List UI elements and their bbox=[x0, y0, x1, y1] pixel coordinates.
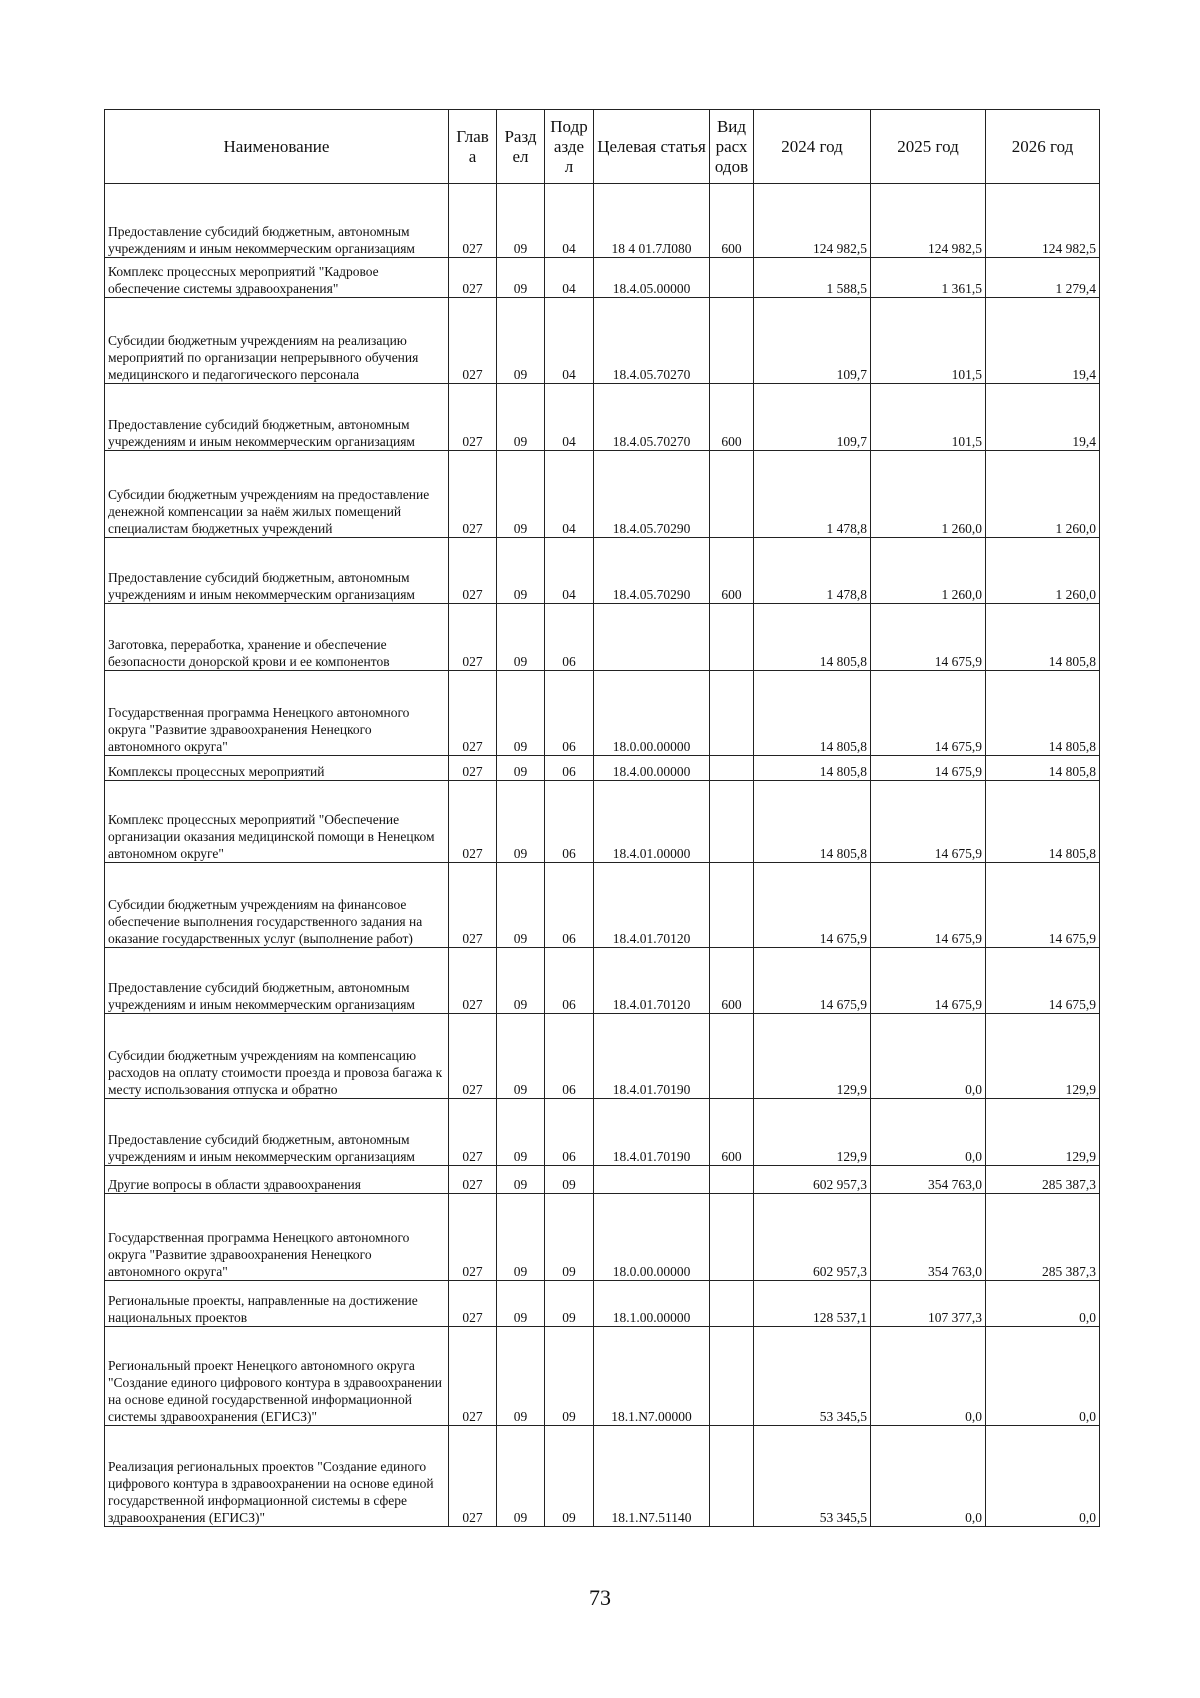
row-amount-2024: 14 805,8 bbox=[754, 671, 871, 756]
row-razdel: 09 bbox=[497, 1327, 545, 1426]
row-amount-2026: 285 387,3 bbox=[986, 1194, 1100, 1281]
row-amount-2025: 101,5 bbox=[871, 298, 986, 384]
row-target-article: 18.0.00.00000 bbox=[594, 1194, 710, 1281]
row-target-article: 18.4.00.00000 bbox=[594, 756, 710, 781]
row-name: Предоставление субсидий бюджетным, автономным учреждениям и иным некоммерческим организациям bbox=[105, 948, 449, 1014]
row-razdel: 09 bbox=[497, 298, 545, 384]
row-razdel: 09 bbox=[497, 671, 545, 756]
header-year-2025: 2025 год bbox=[871, 110, 986, 184]
row-podrazdel: 09 bbox=[545, 1281, 594, 1327]
row-target-article: 18.4.01.70120 bbox=[594, 948, 710, 1014]
table-row bbox=[105, 1327, 1100, 1426]
header-year-2026: 2026 год bbox=[986, 110, 1100, 184]
row-podrazdel: 09 bbox=[545, 1327, 594, 1426]
row-amount-2024: 602 957,3 bbox=[754, 1166, 871, 1194]
row-amount-2024: 14 805,8 bbox=[754, 604, 871, 671]
row-podrazdel: 06 bbox=[545, 756, 594, 781]
row-amount-2026: 14 805,8 bbox=[986, 756, 1100, 781]
row-amount-2026: 0,0 bbox=[986, 1426, 1100, 1527]
row-name: Реализация региональных проектов "Создание единого цифрового контура в здравоохранении на основе единой государственной информационной системы в сфере здравоохранения (ЕГИСЗ)" bbox=[105, 1426, 449, 1527]
row-glava: 027 bbox=[449, 756, 497, 781]
row-razdel: 09 bbox=[497, 258, 545, 298]
table-row bbox=[105, 258, 1100, 298]
row-amount-2025: 101,5 bbox=[871, 384, 986, 451]
row-amount-2026: 14 805,8 bbox=[986, 671, 1100, 756]
table-row bbox=[105, 451, 1100, 538]
row-glava: 027 bbox=[449, 781, 497, 863]
row-target-article: 18.1.N7.51140 bbox=[594, 1426, 710, 1527]
row-target-article: 18.4.05.70270 bbox=[594, 384, 710, 451]
row-razdel: 09 bbox=[497, 1281, 545, 1327]
header-row bbox=[105, 110, 1100, 184]
row-expense-type: 600 bbox=[710, 184, 754, 258]
row-amount-2024: 602 957,3 bbox=[754, 1194, 871, 1281]
row-razdel: 09 bbox=[497, 1426, 545, 1527]
row-razdel: 09 bbox=[497, 948, 545, 1014]
row-amount-2025: 0,0 bbox=[871, 1014, 986, 1099]
table-row bbox=[105, 756, 1100, 781]
row-name: Предоставление субсидий бюджетным, автономным учреждениям и иным некоммерческим организациям bbox=[105, 538, 449, 604]
row-glava: 027 bbox=[449, 451, 497, 538]
row-glava: 027 bbox=[449, 184, 497, 258]
row-name: Другие вопросы в области здравоохранения bbox=[105, 1166, 449, 1194]
row-target-article: 18.4.05.70270 bbox=[594, 298, 710, 384]
row-name: Комплексы процессных мероприятий bbox=[105, 756, 449, 781]
row-razdel: 09 bbox=[497, 538, 545, 604]
row-amount-2024: 14 675,9 bbox=[754, 863, 871, 948]
row-amount-2024: 1 478,8 bbox=[754, 451, 871, 538]
row-name: Субсидии бюджетным учреждениям на предоставление денежной компенсации за наём жилых помещений специалистам бюджетных учреждений bbox=[105, 451, 449, 538]
row-amount-2025: 354 763,0 bbox=[871, 1194, 986, 1281]
row-target-article bbox=[594, 604, 710, 671]
row-amount-2025: 14 675,9 bbox=[871, 948, 986, 1014]
row-amount-2026: 14 805,8 bbox=[986, 781, 1100, 863]
row-amount-2026: 14 805,8 bbox=[986, 604, 1100, 671]
table-row bbox=[105, 384, 1100, 451]
row-name: Государственная программа Ненецкого автономного округа "Развитие здравоохранения Ненецкого автономного округа" bbox=[105, 671, 449, 756]
row-amount-2025: 0,0 bbox=[871, 1327, 986, 1426]
row-name: Предоставление субсидий бюджетным, автономным учреждениям и иным некоммерческим организациям bbox=[105, 184, 449, 258]
row-name: Государственная программа Ненецкого автономного округа "Развитие здравоохранения Ненецкого автономного округа" bbox=[105, 1194, 449, 1281]
row-amount-2024: 124 982,5 bbox=[754, 184, 871, 258]
row-glava: 027 bbox=[449, 1194, 497, 1281]
row-glava: 027 bbox=[449, 1281, 497, 1327]
row-podrazdel: 04 bbox=[545, 538, 594, 604]
row-glava: 027 bbox=[449, 948, 497, 1014]
row-expense-type bbox=[710, 1166, 754, 1194]
row-expense-type bbox=[710, 1281, 754, 1327]
row-target-article: 18.4.05.70290 bbox=[594, 538, 710, 604]
row-glava: 027 bbox=[449, 1426, 497, 1527]
table-row bbox=[105, 604, 1100, 671]
table-row bbox=[105, 1014, 1100, 1099]
row-expense-type bbox=[710, 1194, 754, 1281]
row-razdel: 09 bbox=[497, 451, 545, 538]
row-glava: 027 bbox=[449, 863, 497, 948]
row-name: Предоставление субсидий бюджетным, автономным учреждениям и иным некоммерческим организациям bbox=[105, 384, 449, 451]
row-amount-2025: 1 260,0 bbox=[871, 451, 986, 538]
row-amount-2026: 19,4 bbox=[986, 384, 1100, 451]
row-amount-2024: 109,7 bbox=[754, 384, 871, 451]
row-amount-2026: 129,9 bbox=[986, 1014, 1100, 1099]
row-amount-2026: 19,4 bbox=[986, 298, 1100, 384]
row-amount-2025: 1 260,0 bbox=[871, 538, 986, 604]
row-name: Региональный проект Ненецкого автономного округа "Создание единого цифрового контура в здравоохранении на основе единой государственной информационной системы здравоохранения (ЕГИСЗ)" bbox=[105, 1327, 449, 1426]
row-name: Предоставление субсидий бюджетным, автономным учреждениям и иным некоммерческим организациям bbox=[105, 1099, 449, 1166]
row-glava: 027 bbox=[449, 1166, 497, 1194]
row-amount-2024: 128 537,1 bbox=[754, 1281, 871, 1327]
row-amount-2025: 14 675,9 bbox=[871, 671, 986, 756]
table-body bbox=[105, 184, 1100, 1527]
row-podrazdel: 09 bbox=[545, 1166, 594, 1194]
row-amount-2024: 14 805,8 bbox=[754, 756, 871, 781]
row-glava: 027 bbox=[449, 1327, 497, 1426]
row-podrazdel: 06 bbox=[545, 604, 594, 671]
row-podrazdel: 06 bbox=[545, 671, 594, 756]
row-podrazdel: 04 bbox=[545, 451, 594, 538]
row-target-article: 18.4.05.70290 bbox=[594, 451, 710, 538]
header-razdel: Разд ел bbox=[497, 110, 545, 184]
row-glava: 027 bbox=[449, 1099, 497, 1166]
row-name: Субсидии бюджетным учреждениям на компенсацию расходов на оплату стоимости проезда и провоза багажа к месту использования отпуска и обратно bbox=[105, 1014, 449, 1099]
row-razdel: 09 bbox=[497, 1194, 545, 1281]
table-row bbox=[105, 863, 1100, 948]
row-amount-2025: 0,0 bbox=[871, 1426, 986, 1527]
table-row bbox=[105, 538, 1100, 604]
row-amount-2025: 14 675,9 bbox=[871, 781, 986, 863]
row-amount-2025: 107 377,3 bbox=[871, 1281, 986, 1327]
row-expense-type bbox=[710, 1014, 754, 1099]
row-razdel: 09 bbox=[497, 604, 545, 671]
header-name: Наименование bbox=[105, 110, 449, 184]
row-amount-2025: 14 675,9 bbox=[871, 756, 986, 781]
row-expense-type bbox=[710, 1426, 754, 1527]
row-expense-type bbox=[710, 863, 754, 948]
row-target-article: 18.4.01.00000 bbox=[594, 781, 710, 863]
row-amount-2026: 1 279,4 bbox=[986, 258, 1100, 298]
table-row bbox=[105, 1166, 1100, 1194]
row-name: Субсидии бюджетным учреждениям на реализацию мероприятий по организации непрерывного обучения медицинского и педагогического персонала bbox=[105, 298, 449, 384]
header-expense-type: Вид расх одов bbox=[710, 110, 754, 184]
row-amount-2026: 285 387,3 bbox=[986, 1166, 1100, 1194]
row-target-article: 18.4.01.70190 bbox=[594, 1014, 710, 1099]
table-row bbox=[105, 781, 1100, 863]
budget-table bbox=[104, 109, 1100, 1527]
row-glava: 027 bbox=[449, 1014, 497, 1099]
row-glava: 027 bbox=[449, 604, 497, 671]
row-amount-2026: 1 260,0 bbox=[986, 451, 1100, 538]
table-row bbox=[105, 298, 1100, 384]
row-expense-type bbox=[710, 671, 754, 756]
row-glava: 027 bbox=[449, 298, 497, 384]
row-podrazdel: 04 bbox=[545, 384, 594, 451]
row-podrazdel: 04 bbox=[545, 258, 594, 298]
row-expense-type: 600 bbox=[710, 948, 754, 1014]
row-amount-2026: 14 675,9 bbox=[986, 863, 1100, 948]
row-amount-2024: 109,7 bbox=[754, 298, 871, 384]
row-razdel: 09 bbox=[497, 1014, 545, 1099]
table-row bbox=[105, 184, 1100, 258]
row-amount-2024: 129,9 bbox=[754, 1014, 871, 1099]
row-target-article: 18.4.01.70190 bbox=[594, 1099, 710, 1166]
row-glava: 027 bbox=[449, 671, 497, 756]
row-podrazdel: 09 bbox=[545, 1426, 594, 1527]
row-razdel: 09 bbox=[497, 384, 545, 451]
row-expense-type: 600 bbox=[710, 538, 754, 604]
header-target-article: Целевая статья bbox=[594, 110, 710, 184]
row-razdel: 09 bbox=[497, 184, 545, 258]
row-podrazdel: 06 bbox=[545, 1014, 594, 1099]
table-row bbox=[105, 948, 1100, 1014]
row-expense-type bbox=[710, 451, 754, 538]
row-amount-2026: 124 982,5 bbox=[986, 184, 1100, 258]
row-razdel: 09 bbox=[497, 863, 545, 948]
row-razdel: 09 bbox=[497, 781, 545, 863]
row-name: Заготовка, переработка, хранение и обеспечение безопасности донорской крови и ее компонентов bbox=[105, 604, 449, 671]
row-amount-2024: 53 345,5 bbox=[754, 1426, 871, 1527]
row-podrazdel: 09 bbox=[545, 1194, 594, 1281]
row-name: Субсидии бюджетным учреждениям на финансовое обеспечение выполнения государственного задания на оказание государственных услуг (выполнение работ) bbox=[105, 863, 449, 948]
table-row bbox=[105, 1426, 1100, 1527]
row-expense-type bbox=[710, 604, 754, 671]
row-target-article: 18.1.N7.00000 bbox=[594, 1327, 710, 1426]
row-expense-type bbox=[710, 298, 754, 384]
row-expense-type: 600 bbox=[710, 384, 754, 451]
row-amount-2026: 1 260,0 bbox=[986, 538, 1100, 604]
row-name: Комплекс процессных мероприятий "Обеспечение организации оказания медицинской помощи в Ненецком автономном округе" bbox=[105, 781, 449, 863]
row-podrazdel: 04 bbox=[545, 184, 594, 258]
row-amount-2024: 1 478,8 bbox=[754, 538, 871, 604]
row-podrazdel: 06 bbox=[545, 781, 594, 863]
row-amount-2025: 354 763,0 bbox=[871, 1166, 986, 1194]
row-name: Комплекс процессных мероприятий "Кадровое обеспечение системы здравоохранения" bbox=[105, 258, 449, 298]
row-amount-2025: 14 675,9 bbox=[871, 863, 986, 948]
row-podrazdel: 06 bbox=[545, 1099, 594, 1166]
row-razdel: 09 bbox=[497, 1099, 545, 1166]
row-target-article: 18.0.00.00000 bbox=[594, 671, 710, 756]
row-expense-type bbox=[710, 781, 754, 863]
row-amount-2024: 1 588,5 bbox=[754, 258, 871, 298]
row-amount-2024: 14 805,8 bbox=[754, 781, 871, 863]
row-glava: 027 bbox=[449, 384, 497, 451]
row-amount-2025: 14 675,9 bbox=[871, 604, 986, 671]
row-amount-2026: 0,0 bbox=[986, 1281, 1100, 1327]
header-year-2024: 2024 год bbox=[754, 110, 871, 184]
table-row bbox=[105, 671, 1100, 756]
row-podrazdel: 06 bbox=[545, 948, 594, 1014]
row-amount-2026: 14 675,9 bbox=[986, 948, 1100, 1014]
row-glava: 027 bbox=[449, 538, 497, 604]
row-amount-2026: 0,0 bbox=[986, 1327, 1100, 1426]
row-amount-2024: 14 675,9 bbox=[754, 948, 871, 1014]
row-amount-2026: 129,9 bbox=[986, 1099, 1100, 1166]
header-glava: Глав а bbox=[449, 110, 497, 184]
header-podrazdel: Подр азде л bbox=[545, 110, 594, 184]
row-razdel: 09 bbox=[497, 756, 545, 781]
row-target-article: 18.1.00.00000 bbox=[594, 1281, 710, 1327]
row-podrazdel: 04 bbox=[545, 298, 594, 384]
row-razdel: 09 bbox=[497, 1166, 545, 1194]
row-target-article: 18.4.01.70120 bbox=[594, 863, 710, 948]
row-amount-2025: 1 361,5 bbox=[871, 258, 986, 298]
table-row bbox=[105, 1281, 1100, 1327]
row-amount-2024: 129,9 bbox=[754, 1099, 871, 1166]
row-amount-2025: 0,0 bbox=[871, 1099, 986, 1166]
row-expense-type bbox=[710, 1327, 754, 1426]
row-amount-2025: 124 982,5 bbox=[871, 184, 986, 258]
row-expense-type bbox=[710, 258, 754, 298]
row-target-article: 18.4.05.00000 bbox=[594, 258, 710, 298]
row-target-article bbox=[594, 1166, 710, 1194]
row-amount-2024: 53 345,5 bbox=[754, 1327, 871, 1426]
row-target-article: 18 4 01.7Л080 bbox=[594, 184, 710, 258]
page-number: 73 bbox=[589, 1585, 611, 1610]
row-podrazdel: 06 bbox=[545, 863, 594, 948]
table-row bbox=[105, 1099, 1100, 1166]
row-glava: 027 bbox=[449, 258, 497, 298]
row-name: Региональные проекты, направленные на достижение национальных проектов bbox=[105, 1281, 449, 1327]
row-expense-type bbox=[710, 756, 754, 781]
row-expense-type: 600 bbox=[710, 1099, 754, 1166]
table-row bbox=[105, 1194, 1100, 1281]
